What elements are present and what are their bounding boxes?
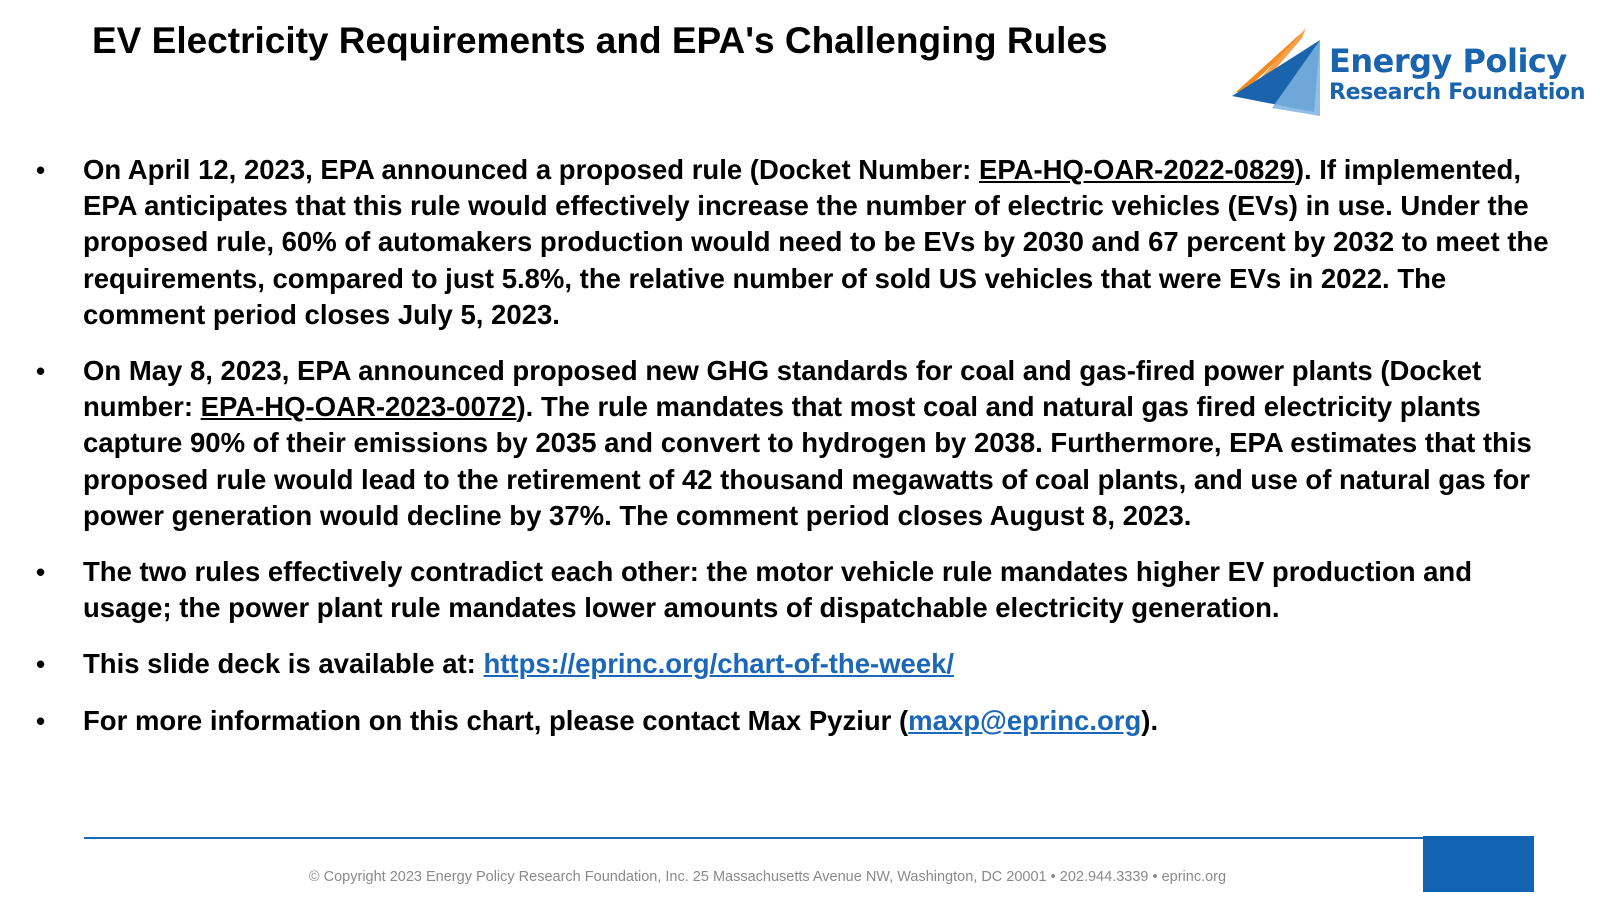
bullet-contact <box>36 703 1561 739</box>
bullet-marker: • <box>36 356 46 387</box>
bullet-marker: • <box>36 557 46 588</box>
bullet-marker: • <box>36 155 46 185</box>
bullet-marker: • <box>36 649 46 680</box>
bullet-slide-deck <box>36 646 1561 682</box>
bullet-text: On April 12, 2023, EPA announced a proposed rule (Docket Number: <box>83 154 979 185</box>
bullet-power-plant-rule <box>36 353 1561 534</box>
bullet-text: The two rules effectively contradict each other: the motor vehicle rule mandates higher EV production and usage; the power plant rule mandates lower amounts of dispatchable electricity generation. <box>83 556 1473 624</box>
docket-number-link[interactable]: EPA-HQ-OAR-2023-0072 <box>200 391 517 423</box>
bullet-marker: • <box>36 705 46 736</box>
footer-copyright: © Copyright 2023 Energy Policy Research Foundation, Inc. 25 Massachusetts Avenue NW, Washington, DC 20001 • 202.944.3339 • eprinc.org <box>308 869 1227 885</box>
bullet-text: ). If implemented, EPA anticipates that this rule would effectively increase the number of electric vehicles (EVs) in use. Under the proposed rule, 60% of automakers production would need to be EVs by 2030 and 67 percent by 2032 to meet the requirements, compared to just 5.8%, the relative number of sold US vehicles that were EVs in 2022. The comment period closes July 5, 2023. <box>83 154 1549 330</box>
slide-title: EV Electricity Requirements and EPA's Challenging Rules <box>92 20 1108 61</box>
bullet-text: ). The rule mandates that most coal and natural gas fired electricity plants capture 90% of their emissions by 2035 and convert to hydrogen by 2038. Furthermore, EPA estimates that this proposed rule would lead to the retirement of 42 thousand megawatts of coal plants, and use of natural gas for power generation would decline by 37%. The comment period closes August 8, 2023. <box>83 391 1532 531</box>
bullet-list <box>36 152 1561 759</box>
epfr-logo <box>1232 24 1586 116</box>
bullet-ev-rule <box>36 152 1561 333</box>
bullet-text: ). <box>1141 704 1159 736</box>
chart-of-the-week-link[interactable]: https://eprinc.org/chart-of-the-week/ <box>483 648 955 680</box>
bullet-text: On May 8, 2023, EPA announced proposed new GHG standards for coal and gas-fired power plants (Docket number: <box>83 355 1482 423</box>
logo-swoosh-icon <box>1232 24 1327 116</box>
logo-text-line2: Research Foundation <box>1329 80 1586 105</box>
bullet-contradiction <box>36 554 1561 626</box>
logo-text-line1: Energy Policy <box>1329 42 1567 80</box>
bullet-text: This slide deck is available at: <box>83 648 484 680</box>
docket-number-link[interactable]: EPA-HQ-OAR-2022-0829 <box>978 154 1295 185</box>
email-link[interactable]: maxp@eprinc.org <box>908 704 1142 736</box>
bullet-text: For more information on this chart, please contact Max Pyziur ( <box>83 704 909 736</box>
footer-divider <box>84 837 1434 839</box>
